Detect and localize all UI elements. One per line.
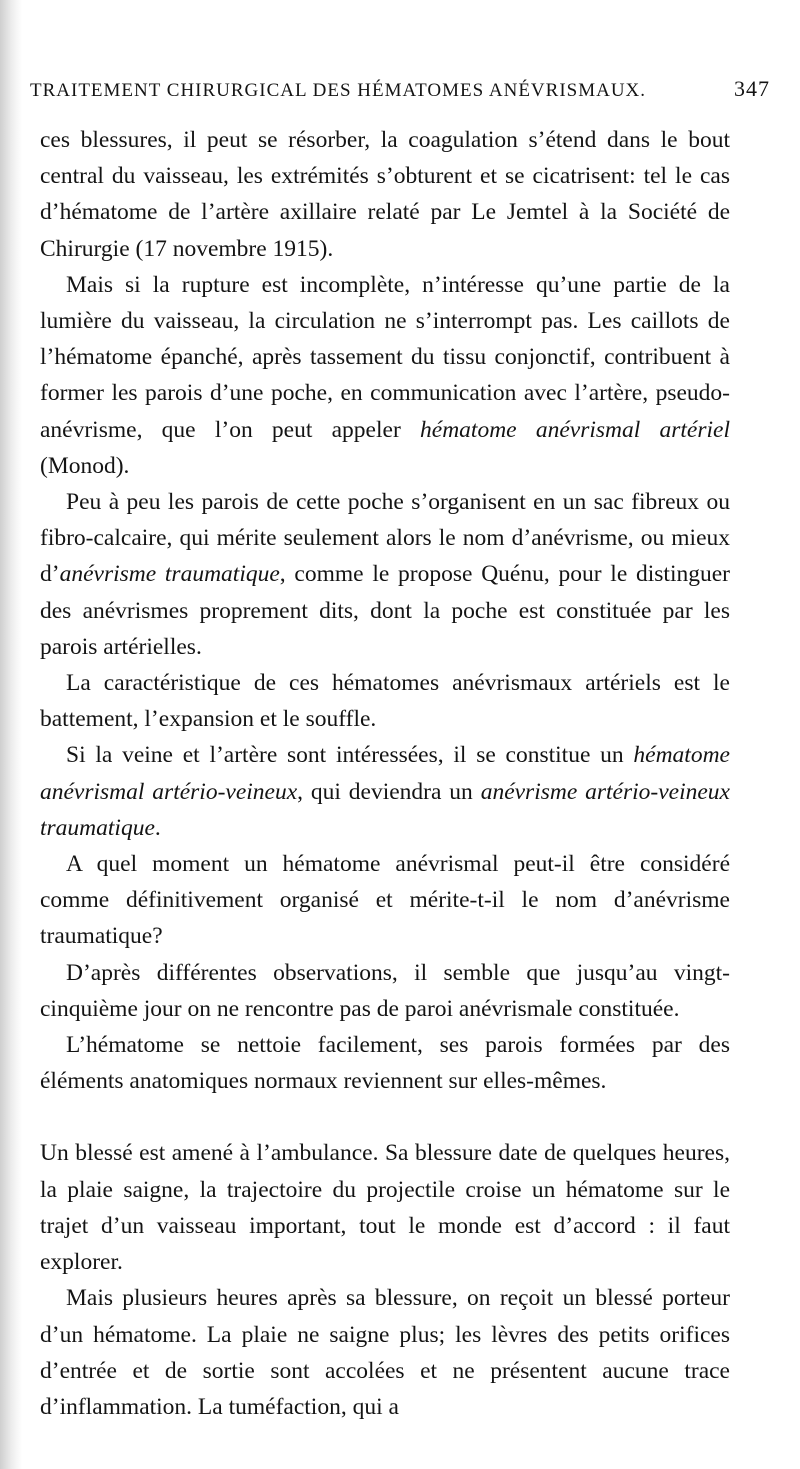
italic-term: hématome anévrismal artério-veineux	[40, 742, 730, 805]
paragraph-9: Un blessé est amené à l’ambulance. Sa blessure date de quelques heures, la plaie saigne, la trajectoire du projectile croise un hématome sur le trajet d’un vaisseau important, tout le monde est d’accord : il faut explorer.	[40, 1140, 730, 1276]
italic-term: anévrisme traumatique	[59, 561, 280, 588]
paragraph-6: A quel moment un hématome anévrismal peut-il être considéré comme définitivement organisé et mérite-t-il le nom d’anévrisme traumatique?	[40, 851, 730, 950]
italic-term: anévrisme artério-veineux traumatique	[40, 778, 730, 841]
paragraph-1: ces blessures, il peut se résorber, la coagulation s’étend dans le bout central du vaisseau, les extrémités s’obturent et se cicatrisent: tel le cas d’hématome de l’artère axillaire relaté par Le Jemtel à la Société de Chirurgie (17 novembre 1915).	[40, 127, 730, 262]
paragraph-10: Mais plusieurs heures après sa blessure, on reçoit un blessé porteur d’un hématome. La plaie ne saigne plus; les lèvres des petits orifices d’entrée et de sortie sont accolées et ne présentent aucune trace d’inflammation. La tuméfaction, qui a	[40, 1285, 730, 1420]
running-title: TRAITEMENT CHIRURGICAL DES HÉMATOMES ANÉVRISMAUX.	[30, 80, 647, 101]
paragraph-7: D’après différentes observations, il semble que jusqu’au vingt-cinquième jour on ne rencontre pas de paroi anévrismale constituée.	[40, 959, 730, 1022]
page-edge-shadow	[0, 0, 22, 1469]
paragraph-4: La caractéristique de ces hématomes anévrismaux artériels est le battement, l’expansion et le souffle.	[40, 670, 730, 733]
paragraph-8: L’hématome se nettoie facilement, ses parois formées par des éléments anatomiques normaux reviennent sur elles-mêmes.	[40, 1032, 730, 1095]
paragraph-2: Mais si la rupture est incomplète, n’intéresse qu’une partie de la lumière du vaisseau, la circulation ne s’interrompt pas. Les caillots de l’hématome épanché, après tassement du tissu conjonctif, contribuent à former les parois d’une poche, en communication avec l’artère, pseudo-anévrisme, que l’on peut appeler hématome anévrismal artériel (Monod).	[40, 271, 730, 479]
italic-term: hématome anévrismal artériel	[420, 416, 730, 443]
page-number: 347	[734, 76, 770, 101]
running-header	[30, 76, 770, 102]
paragraph-5: Si la veine et l’artère sont intéressées, il se constitue un hématome anévrismal artério-veineux, qui deviendra un anévrisme artério-veineux traumatique.	[40, 742, 730, 841]
paragraph-3: Peu à peu les parois de cette poche s’organisent en un sac fibreux ou fibro-calcaire, qui mérite seulement alors le nom d’anévrisme, ou mieux d’anévrisme traumatique, comme le propose Quénu, pour le distinguer des anévrismes proprement dits, dont la poche est constituée par les parois artérielles.	[40, 489, 730, 660]
body-text	[40, 122, 730, 1425]
